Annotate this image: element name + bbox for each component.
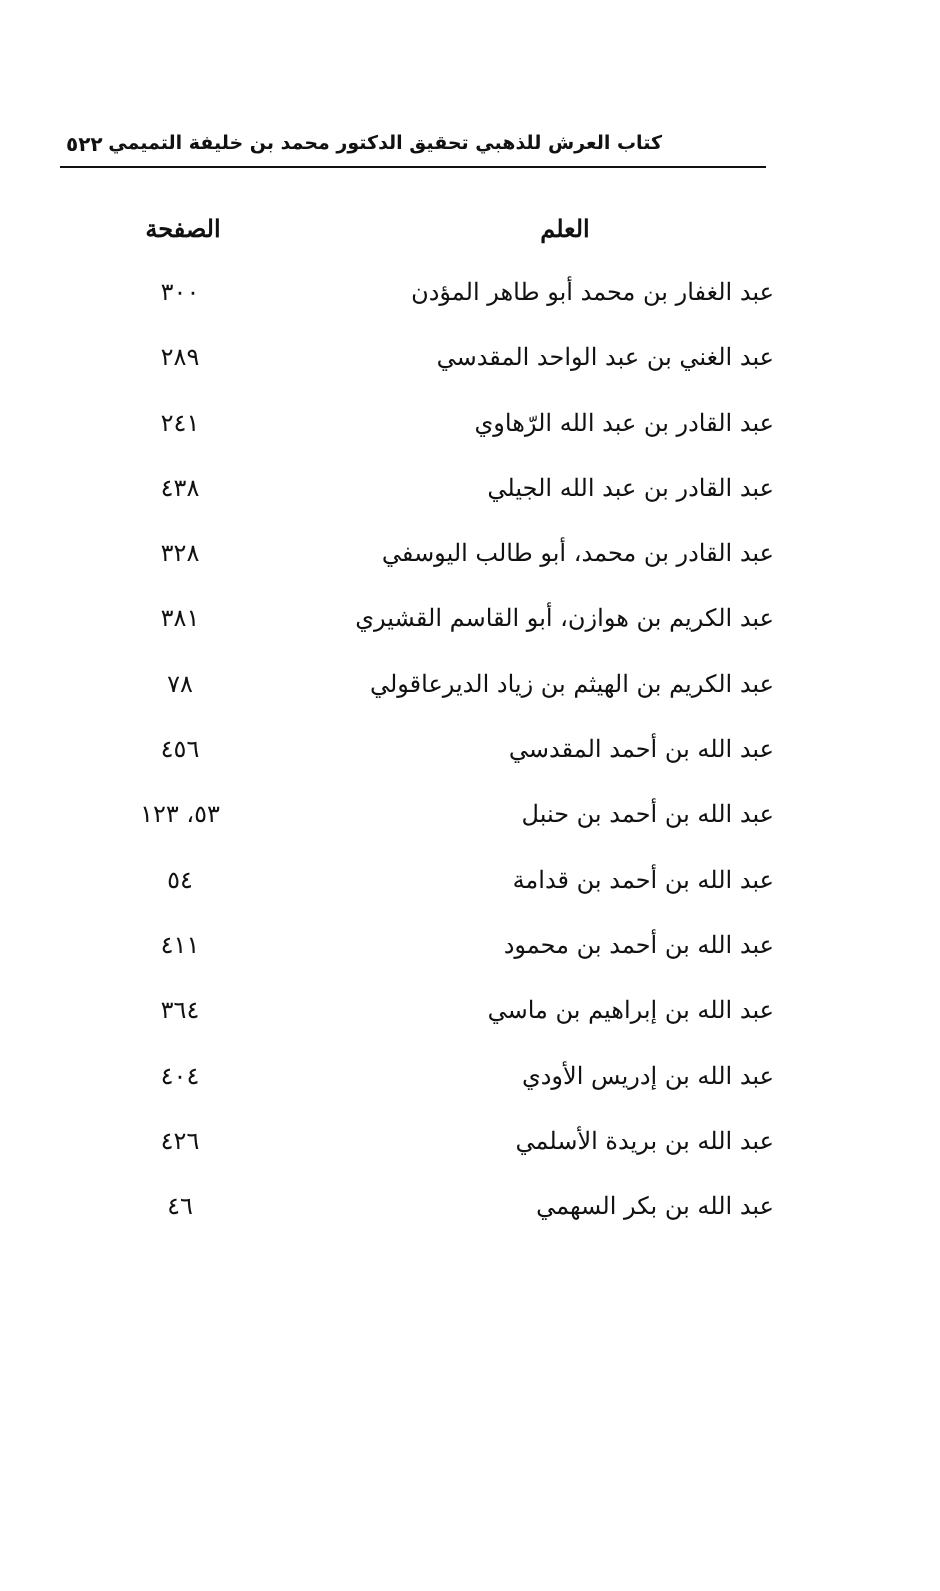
entry-pages: ٤٥٦ [160,735,200,764]
index-entry [0,397,940,462]
entry-name: عبد الله بن إبراهيم بن ماسي [487,996,774,1025]
entry-name: عبد الغني بن عبد الواحد المقدسي [436,343,774,372]
index-entry [0,854,940,919]
index-entry [0,266,940,331]
entry-pages: ٥٣، ١٢٣ [140,800,220,829]
name-column-heading: العلم [540,214,590,243]
entry-name: عبد الله بن أحمد بن قدامة [512,865,774,894]
index-entry [0,919,940,984]
entry-pages: ٣٢٨ [160,539,200,568]
page-column-heading: الصفحة [145,214,221,243]
entry-name: عبد الكريم بن الهيثم بن زياد الديرعاقولي [369,669,774,698]
entry-pages: ٣٨١ [160,604,200,633]
index-entry [0,527,940,592]
entry-name: عبد الله بن بكر السهمي [536,1192,774,1221]
index-entry [0,984,940,1049]
entry-name: عبد الله بن إدريس الأودي [521,1061,774,1090]
index-entry [0,1115,940,1180]
index-entry [0,723,940,788]
entry-pages: ٤١١ [160,930,200,959]
entry-name: عبد الغفار بن محمد أبو طاهر المؤدن [411,278,774,306]
header-rule [60,166,766,168]
index-entry [0,592,940,657]
entry-name: عبد القادر بن عبد الله الرّهاوي [474,408,774,437]
entry-pages: ٣٠٠ [160,278,200,306]
entry-pages: ٤٣٨ [160,473,200,502]
entry-name: عبد القادر بن محمد، أبو طالب اليوسفي [381,539,774,568]
entry-name: عبد الله بن بريدة الأسلمي [515,1126,774,1155]
entry-name: عبد الله بن أحمد المقدسي [508,735,774,764]
entry-name: عبد الله بن أحمد بن حنبل [521,800,774,829]
index-entry [0,1180,940,1245]
index-entry [0,658,940,723]
entry-pages: ٢٤١ [160,408,200,437]
book-title: كتاب العرش للذهبي تحقيق الدكتور محمد بن خليفة التميمي [108,132,662,154]
entry-pages: ٥٤ [167,865,193,894]
index-list [0,266,940,1245]
index-entry [0,331,940,396]
entry-name: عبد الكريم بن هوازن، أبو القاسم القشيري [355,604,774,633]
entry-pages: ٤٠٤ [160,1061,200,1090]
index-entry [0,1050,940,1115]
entry-name: عبد القادر بن عبد الله الجيلي [487,473,774,502]
entry-pages: ٣٦٤ [160,996,200,1025]
entry-pages: ٤٦ [167,1192,193,1221]
entry-pages: ٧٨ [167,669,193,698]
running-header [60,128,766,168]
index-entry [0,462,940,527]
page-number: ٥٢٢ [66,132,103,156]
entry-name: عبد الله بن أحمد بن محمود [503,930,774,959]
entry-pages: ٢٨٩ [160,343,200,372]
entry-pages: ٤٢٦ [160,1126,200,1155]
index-entry [0,788,940,853]
